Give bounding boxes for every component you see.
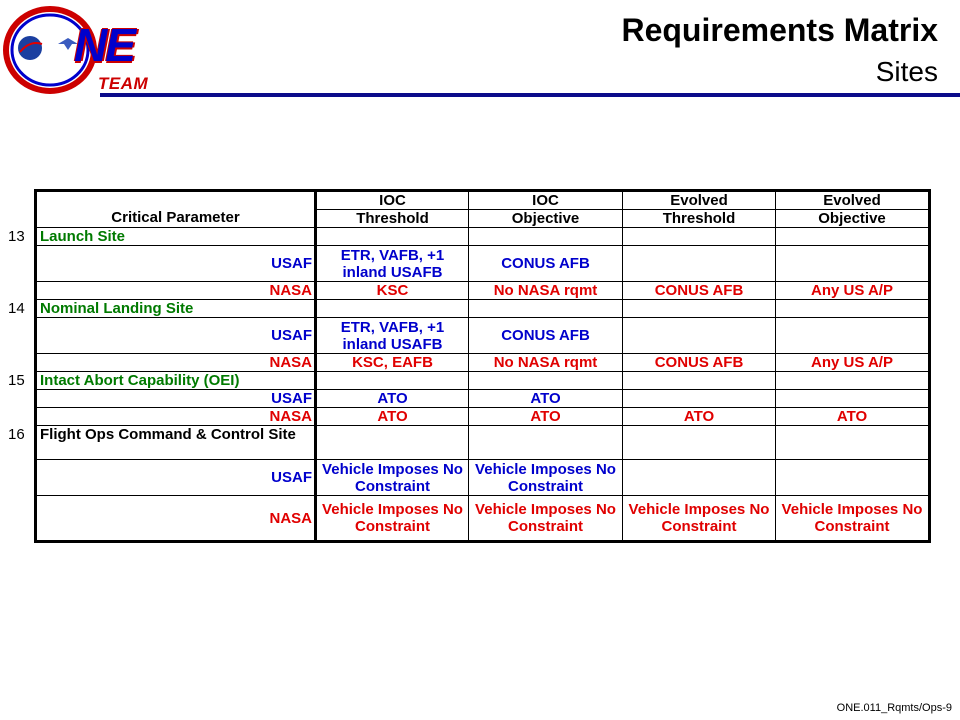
header-rule [100,93,960,97]
usaf-requirement-cell [776,246,930,282]
col-header-bottom-4: Objective [776,210,930,228]
col-header-bottom-3: Threshold [623,210,776,228]
nasa-row [0,282,930,300]
parameter-row [0,372,930,390]
nasa-requirement-cell: ATO [776,408,930,426]
col-header-top-2: IOC [469,191,623,210]
usaf-requirement-cell: ETR, VAFB, +1 inland USAFB [316,318,469,354]
nasa-row [0,496,930,542]
usaf-requirement-cell [623,460,776,496]
critical-parameter-header: Critical Parameter [36,191,316,228]
usaf-requirement-cell [776,460,930,496]
nasa-label: NASA [36,496,316,542]
matrix-table [0,189,931,543]
nasa-requirement-cell: CONUS AFB [623,282,776,300]
nasa-requirement-cell: ATO [316,408,469,426]
nasa-requirement-cell: Any US A/P [776,282,930,300]
usaf-requirement-cell: CONUS AFB [469,246,623,282]
parameter-name: Launch Site [36,228,316,246]
matrix-cell [776,372,930,390]
matrix-cell [316,228,469,246]
usaf-row [0,318,930,354]
matrix-cell [469,228,623,246]
nasa-requirement-cell: Any US A/P [776,354,930,372]
matrix-cell [776,228,930,246]
nasa-row [0,408,930,426]
parameter-name: Nominal Landing Site [36,300,316,318]
usaf-requirement-cell: Vehicle Imposes No Constraint [316,460,469,496]
col-header-top-4: Evolved [776,191,930,210]
col-header-top-3: Evolved [623,191,776,210]
matrix-cell [469,300,623,318]
parameter-name: Intact Abort Capability (OEI) [36,372,316,390]
matrix-cell [776,426,930,460]
usaf-requirement-cell: Vehicle Imposes No Constraint [469,460,623,496]
parameter-number: 14 [8,299,25,317]
usaf-requirement-cell [776,390,930,408]
usaf-row [0,390,930,408]
nasa-requirement-cell: Vehicle Imposes No Constraint [623,496,776,542]
nasa-requirement-cell: No NASA rqmt [469,354,623,372]
usaf-requirement-cell [776,318,930,354]
usaf-row [0,246,930,282]
nasa-label: NASA [36,354,316,372]
matrix-cell [316,372,469,390]
usaf-requirement-cell: ATO [469,390,623,408]
nasa-label: NASA [36,408,316,426]
page-title: Requirements Matrix [621,12,938,48]
matrix-cell [469,426,623,460]
usaf-requirement-cell [623,246,776,282]
nasa-requirement-cell: ATO [469,408,623,426]
nasa-label: NASA [36,282,316,300]
nasa-requirement-cell: CONUS AFB [623,354,776,372]
usaf-label: USAF [36,390,316,408]
col-header-bottom-1: Threshold [316,210,469,228]
parameter-number: 15 [8,371,25,389]
usaf-requirement-cell: ETR, VAFB, +1 inland USAFB [316,246,469,282]
parameter-row [0,426,930,460]
one-team-logo [2,4,162,96]
usaf-label: USAF [36,460,316,496]
matrix-cell [623,372,776,390]
header-row-top [0,191,930,210]
parameter-name: Flight Ops Command & Control Site [36,426,316,460]
usaf-label: USAF [36,246,316,282]
usaf-requirement-cell [623,318,776,354]
matrix-cell [316,300,469,318]
requirements-matrix [0,189,960,543]
usaf-row [0,460,930,496]
matrix-cell [623,300,776,318]
matrix-cell [469,372,623,390]
nasa-requirement-cell: ATO [623,408,776,426]
usaf-requirement-cell: CONUS AFB [469,318,623,354]
nasa-requirement-cell: Vehicle Imposes No Constraint [316,496,469,542]
matrix-cell [623,426,776,460]
parameter-row [0,228,930,246]
col-header-top-1: IOC [316,191,469,210]
parameter-number: 13 [8,227,25,245]
parameter-number: 16 [8,425,25,443]
nasa-requirement-cell: No NASA rqmt [469,282,623,300]
col-header-bottom-2: Objective [469,210,623,228]
logo-ne-text: NE [74,19,134,71]
page-subtitle: Sites [875,56,938,87]
matrix-cell [776,300,930,318]
nasa-requirement-cell: KSC [316,282,469,300]
nasa-row [0,354,930,372]
matrix-cell [316,426,469,460]
slide-code: ONE.011_Rqmts/Ops-9 [836,702,952,714]
matrix-cell [623,228,776,246]
nasa-requirement-cell: KSC, EAFB [316,354,469,372]
usaf-label: USAF [36,318,316,354]
logo-team-text: TEAM [98,74,149,93]
parameter-row [0,300,930,318]
usaf-requirement-cell: ATO [316,390,469,408]
usaf-requirement-cell [623,390,776,408]
nasa-seal-icon [18,36,42,60]
nasa-requirement-cell: Vehicle Imposes No Constraint [469,496,623,542]
nasa-requirement-cell: Vehicle Imposes No Constraint [776,496,930,542]
